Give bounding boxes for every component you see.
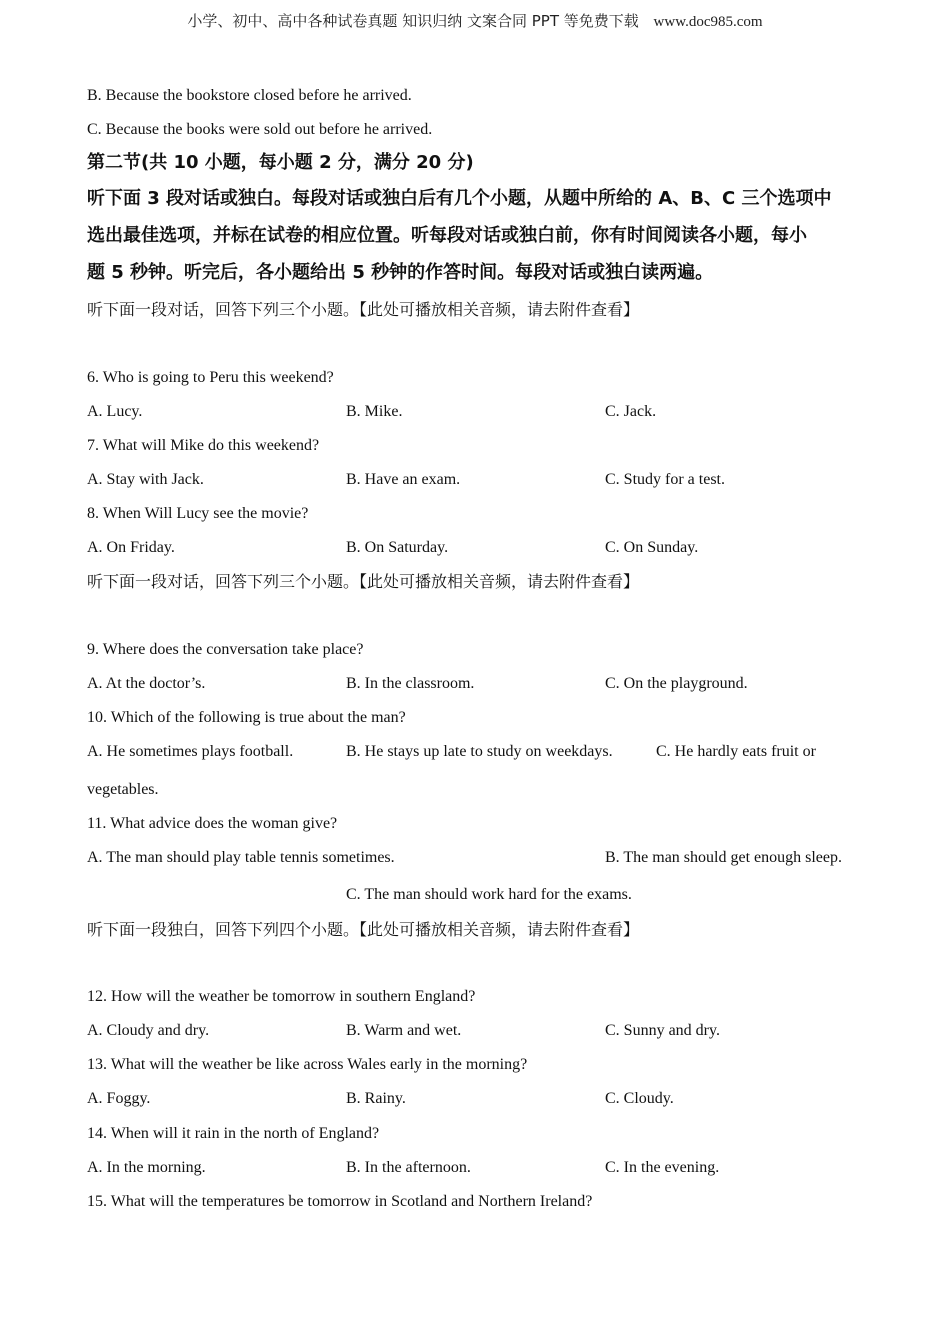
question-7: 7. What will Mike do this weekend? xyxy=(87,437,320,454)
q7-option-a: A. Stay with Jack. xyxy=(87,471,204,488)
header-url[interactable]: www.doc985.com xyxy=(653,14,763,30)
dialogue-2-note: 听下面一段对话，回答下列三个小题。【此处可播放相关音频，请去附件查看】 xyxy=(87,572,640,591)
page-header xyxy=(0,10,950,31)
q11-option-a: A. The man should play table tennis sometimes. xyxy=(87,849,395,866)
option-b-prev: B. Because the bookstore closed before he arrived. xyxy=(87,87,412,104)
question-15: 15. What will the temperatures be tomorrow in Scotland and Northern Ireland? xyxy=(87,1193,593,1210)
q13-option-b: B. Rainy. xyxy=(346,1090,406,1107)
q7-option-c: C. Study for a test. xyxy=(605,471,725,488)
q14-option-a: A. In the morning. xyxy=(87,1159,206,1176)
q10-option-a: A. He sometimes plays football. xyxy=(87,743,294,760)
q6-option-a: A. Lucy. xyxy=(87,403,143,420)
q10-option-c-continued: vegetables. xyxy=(87,781,159,798)
question-14: 14. When will it rain in the north of England? xyxy=(87,1125,380,1142)
q8-option-a: A. On Friday. xyxy=(87,539,175,556)
q12-option-c: C. Sunny and dry. xyxy=(605,1022,720,1039)
q10-option-b: B. He stays up late to study on weekdays. xyxy=(346,743,613,760)
question-8: 8. When Will Lucy see the movie? xyxy=(87,505,309,522)
q9-option-b: B. In the classroom. xyxy=(346,675,475,692)
option-c-prev: C. Because the books were sold out before he arrived. xyxy=(87,121,433,138)
question-12: 12. How will the weather be tomorrow in southern England? xyxy=(87,988,476,1005)
section-instruction-3: 题 5 秒钟。听完后，各小题给出 5 秒钟的作答时间。每段对话或独白读两遍。 xyxy=(87,262,714,283)
q13-option-a: A. Foggy. xyxy=(87,1090,151,1107)
q10-option-c: C. He hardly eats fruit or xyxy=(656,743,816,760)
dialogue-1-note: 听下面一段对话，回答下列三个小题。【此处可播放相关音频，请去附件查看】 xyxy=(87,300,640,319)
q14-option-c: C. In the evening. xyxy=(605,1159,720,1176)
q13-option-c: C. Cloudy. xyxy=(605,1090,674,1107)
question-9: 9. Where does the conversation take place? xyxy=(87,641,364,658)
question-6: 6. Who is going to Peru this weekend? xyxy=(87,369,334,386)
question-13: 13. What will the weather be like across Wales early in the morning? xyxy=(87,1056,528,1073)
q9-option-a: A. At the doctor’s. xyxy=(87,675,206,692)
q9-option-c: C. On the playground. xyxy=(605,675,748,692)
q12-option-a: A. Cloudy and dry. xyxy=(87,1022,210,1039)
q7-option-b: B. Have an exam. xyxy=(346,471,461,488)
section-instruction-2: 选出最佳选项，并标在试卷的相应位置。听每段对话或独白前，你有时间阅读各小题，每小 xyxy=(87,225,807,246)
q11-option-c: C. The man should work hard for the exams. xyxy=(346,886,632,903)
q11-option-b: B. The man should get enough sleep. xyxy=(605,849,842,866)
q6-option-b: B. Mike. xyxy=(346,403,403,420)
q14-option-b: B. In the afternoon. xyxy=(346,1159,471,1176)
q12-option-b: B. Warm and wet. xyxy=(346,1022,462,1039)
q8-option-c: C. On Sunday. xyxy=(605,539,699,556)
monologue-note: 听下面一段独白，回答下列四个小题。【此处可播放相关音频，请去附件查看】 xyxy=(87,920,640,939)
header-text: 小学、初中、高中各种试卷真题 知识归纳 文案合同 PPT 等免费下载 xyxy=(187,12,639,30)
question-11: 11. What advice does the woman give? xyxy=(87,815,338,832)
question-10: 10. Which of the following is true about the man? xyxy=(87,709,406,726)
section-title: 第二节(共 10 小题，每小题 2 分，满分 20 分) xyxy=(87,152,474,173)
q6-option-c: C. Jack. xyxy=(605,403,657,420)
section-instruction-1: 听下面 3 段对话或独白。每段对话或独白后有几个小题，从题中所给的 A、B、C 三个选项中 xyxy=(87,188,832,209)
q8-option-b: B. On Saturday. xyxy=(346,539,449,556)
